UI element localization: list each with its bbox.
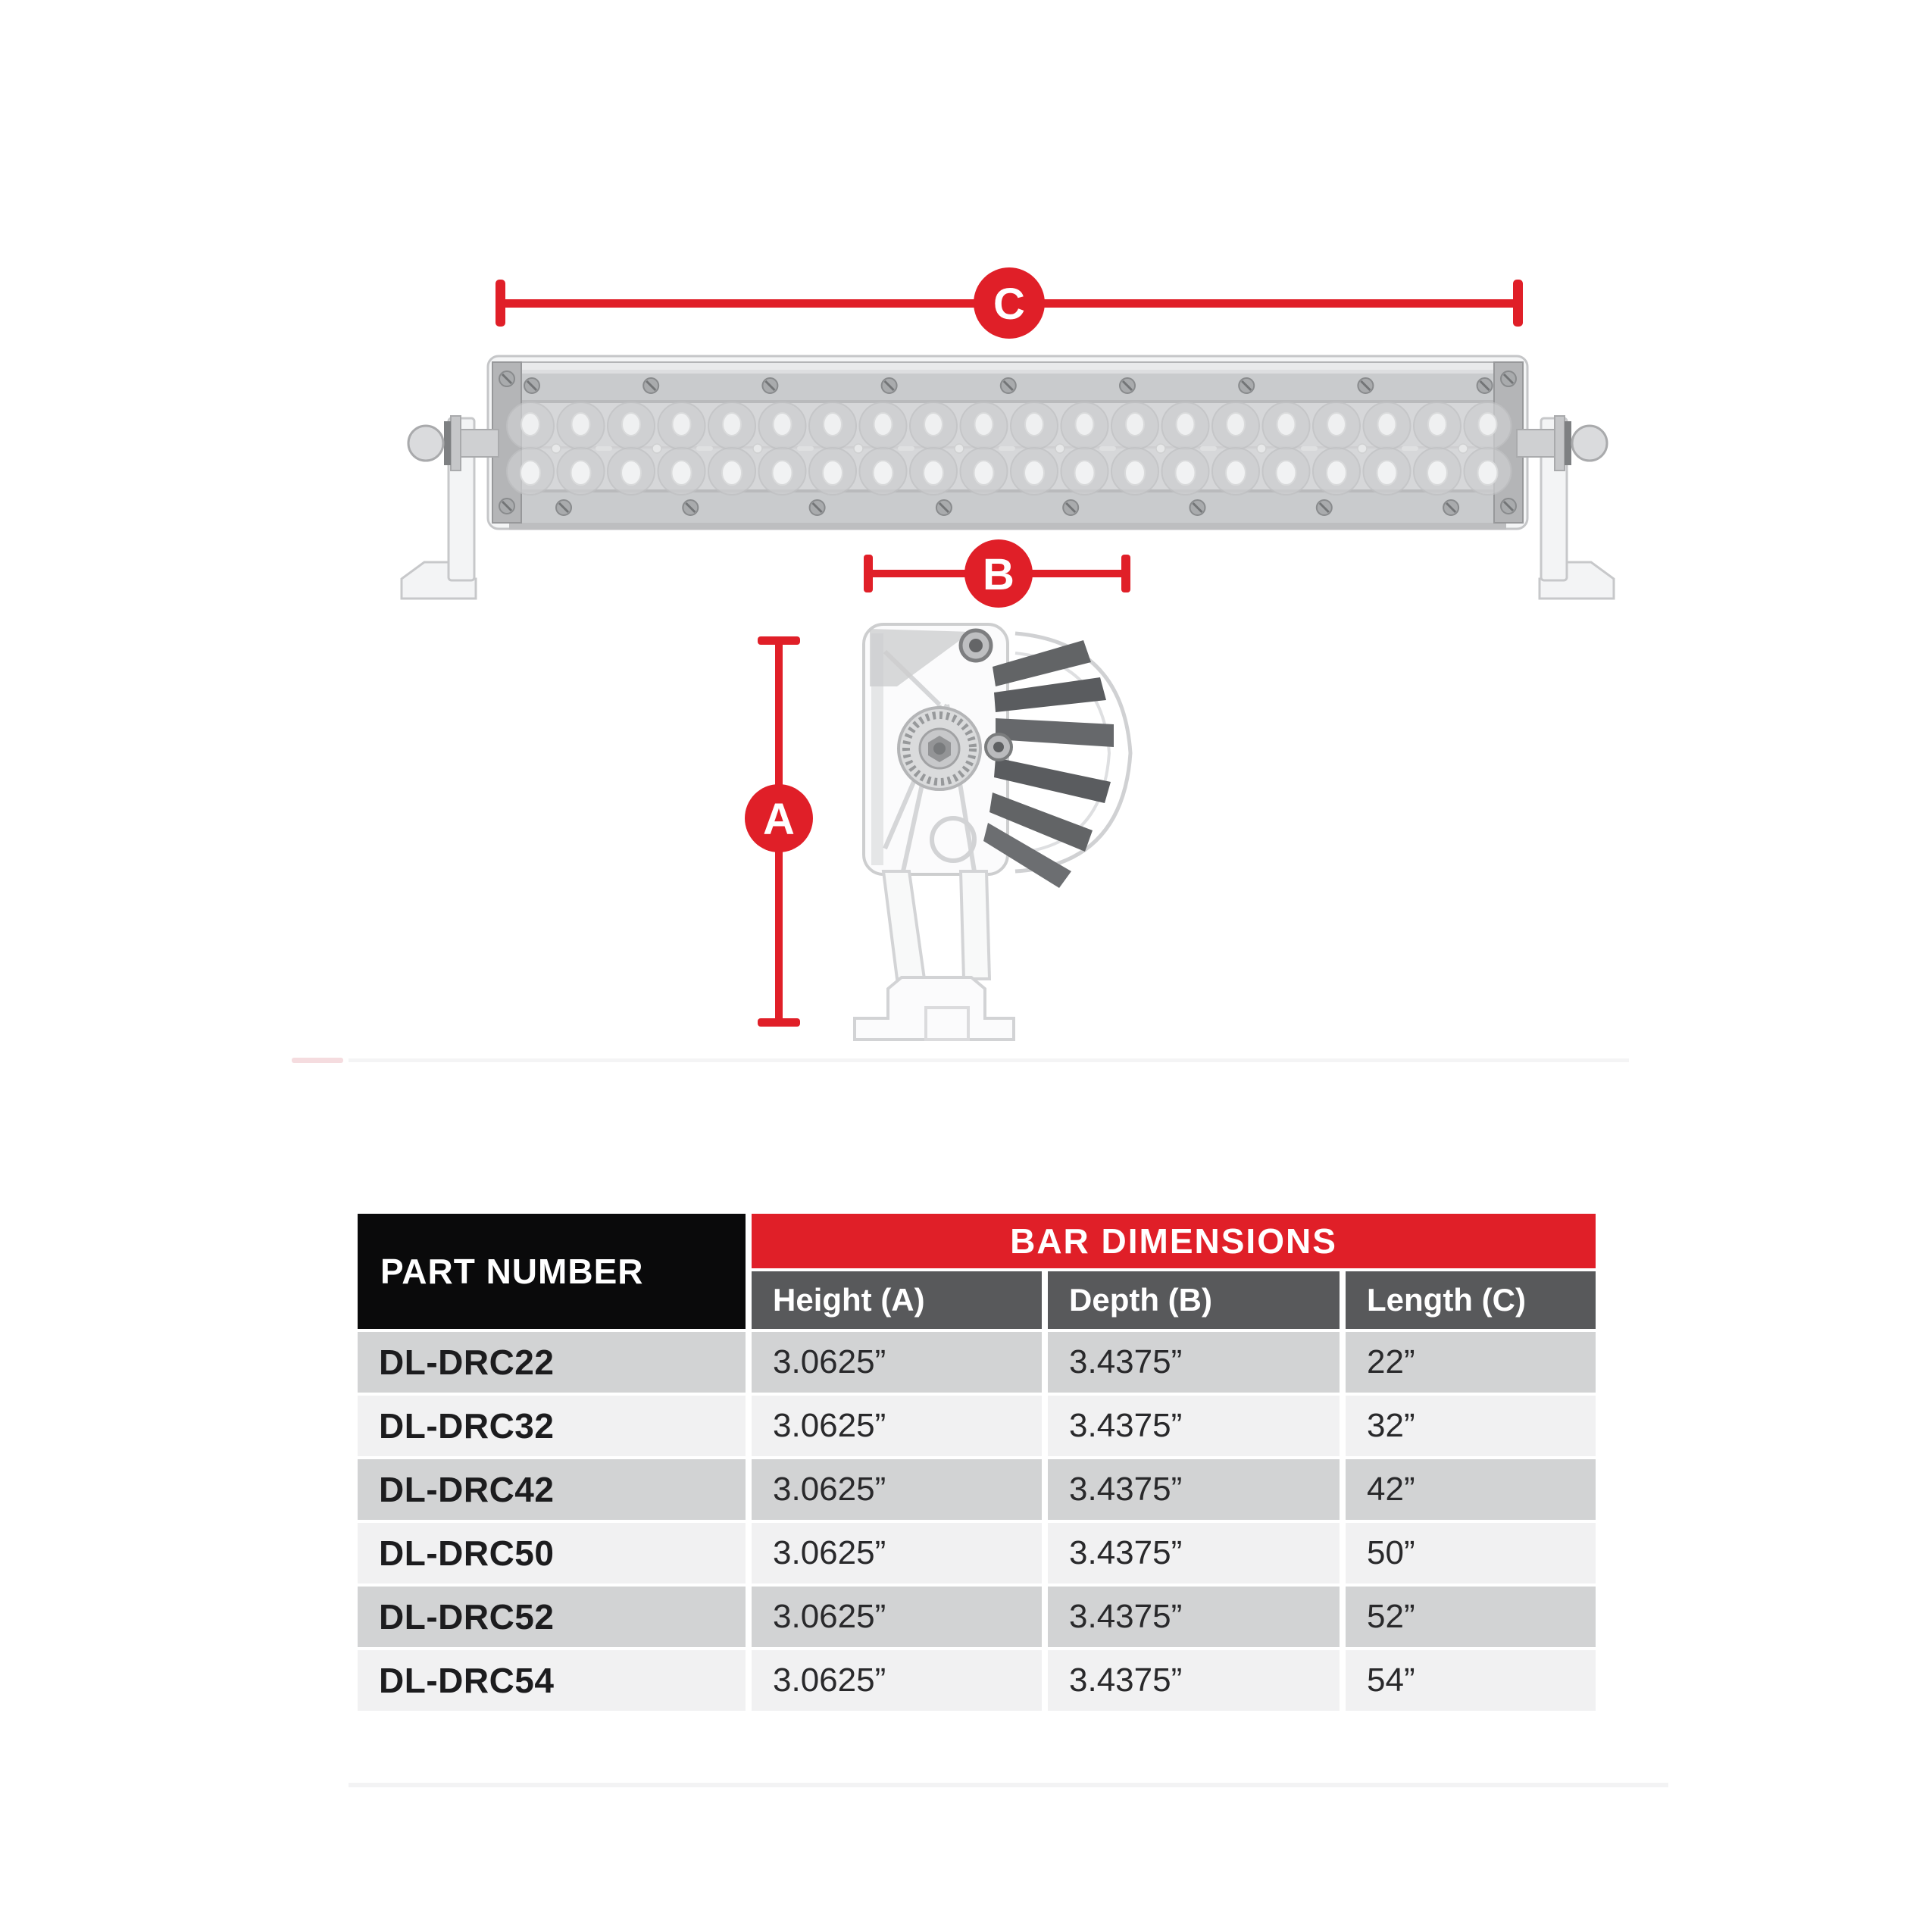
table-row-length: 32” [1346,1396,1596,1456]
part-number-header: PART NUMBER [358,1214,746,1329]
table-row-part: DL-DRC42 [358,1459,746,1520]
table-row-height: 3.0625” [752,1396,1042,1456]
dimension-c [496,267,1523,339]
table-row-height: 3.0625” [752,1332,1042,1393]
table-row-part: DL-DRC52 [358,1587,746,1647]
dimension-b-endcap-left [864,555,873,592]
side-view [855,624,1130,1039]
table-row-length: 50” [1346,1523,1596,1583]
table-row-depth: 3.4375” [1048,1523,1340,1583]
table-row-length: 42” [1346,1459,1596,1520]
divider-line [349,1058,1629,1062]
dimension-a-label: A [763,795,795,844]
pivot-hub [899,708,980,789]
table-row-height: 3.0625” [752,1587,1042,1647]
table-row-length: 54” [1346,1650,1596,1711]
table-row-height: 3.0625” [752,1523,1042,1583]
table-row-part: DL-DRC22 [358,1332,746,1393]
dimension-a [745,636,813,1027]
table-row-part: DL-DRC50 [358,1523,746,1583]
dimension-b [864,539,1130,608]
table-row-depth: 3.4375” [1048,1650,1340,1711]
column-header-length: Length (C) [1346,1271,1596,1329]
mounting-bracket-left [402,416,499,599]
dimension-a-endcap-bottom [758,1018,800,1027]
dimension-b-label: B [983,550,1014,599]
column-header-depth: Depth (B) [1048,1271,1340,1329]
divider-accent [292,1058,343,1063]
bar-dimensions-header: BAR DIMENSIONS [752,1214,1596,1268]
table-row-length: 52” [1346,1587,1596,1647]
dimension-a-endcap-top [758,636,800,645]
dimension-c-endcap-left [496,280,505,327]
table-row-height: 3.0625” [752,1459,1042,1520]
table-row-depth: 3.4375” [1048,1459,1340,1520]
table-row-depth: 3.4375” [1048,1332,1340,1393]
mounting-bracket-right [1517,416,1614,599]
column-header-height: Height (A) [752,1271,1042,1329]
dimension-c-label: C [993,280,1025,329]
table-row-depth: 3.4375” [1048,1396,1340,1456]
heatsink-fins [983,640,1114,888]
table-row-part: DL-DRC32 [358,1396,746,1456]
spec-table [358,1214,1596,1711]
table-row-length: 22” [1346,1332,1596,1393]
table-row-depth: 3.4375” [1048,1587,1340,1647]
table-row-part: DL-DRC54 [358,1650,746,1711]
divider-line-bottom [349,1783,1668,1787]
table-row-height: 3.0625” [752,1650,1042,1711]
dimension-b-endcap-right [1121,555,1130,592]
dimension-c-endcap-right [1513,280,1523,327]
